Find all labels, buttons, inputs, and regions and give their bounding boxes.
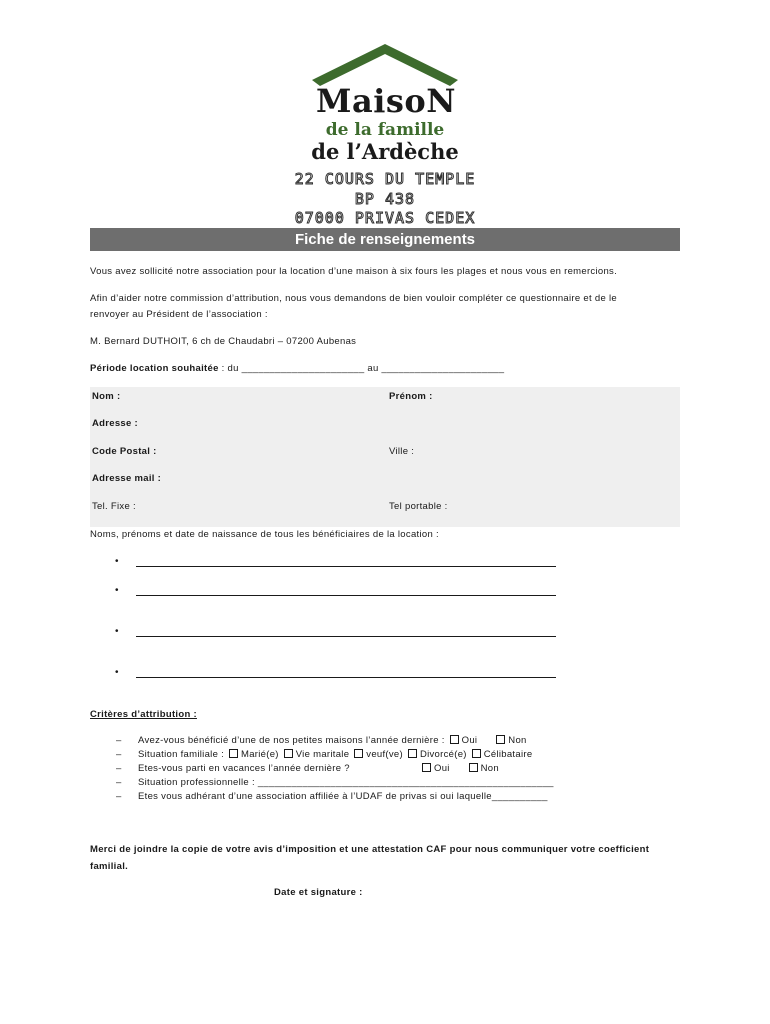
q2-celibataire-label: Célibataire (483, 749, 533, 760)
closing-line-2: familial. (90, 861, 129, 872)
checkbox-icon[interactable] (496, 735, 505, 744)
beneficiaires-label: Noms, prénoms et date de naissance de tous les bénéficiaires de la location : (90, 529, 439, 540)
logo-subtitle-1: de la famille (325, 120, 445, 140)
contact-info-section (90, 387, 680, 527)
checkbox-icon[interactable] (354, 749, 363, 758)
q3-oui-option[interactable] (420, 763, 450, 774)
checkbox-icon[interactable] (422, 763, 431, 772)
q3-non-option[interactable] (467, 763, 499, 774)
question-deja-beneficie (138, 735, 527, 746)
ville-field[interactable]: Ville : (389, 446, 415, 457)
adresse-field[interactable]: Adresse : (92, 418, 138, 429)
logo-address-line-3: 07000 PRIVAS CEDEX (294, 209, 476, 227)
checkbox-icon[interactable] (469, 763, 478, 772)
prenom-field[interactable]: Prénom : (389, 391, 433, 402)
q3-oui-label: Oui (434, 763, 450, 774)
q2-vie-maritale-label: Vie maritale (295, 749, 350, 760)
intro-paragraph-2-line-2: renvoyer au Président de l’association : (90, 309, 268, 320)
question-situation-familiale-text: Situation familiale : (138, 749, 225, 760)
house-roof-icon (312, 44, 458, 86)
association-udaf-field[interactable]: Etes vous adhérant d’une association affiliée à l’UDAF de privas si oui laquelle__________ (138, 791, 548, 802)
checkbox-icon[interactable] (408, 749, 417, 758)
tel-portable-field[interactable]: Tel portable : (389, 501, 448, 512)
periode-dates: : du ______________________ au ______________________ (218, 363, 505, 374)
dash-icon: – (116, 749, 122, 760)
checkbox-icon[interactable] (472, 749, 481, 758)
form-title-banner: Fiche de renseignements (90, 228, 680, 251)
bullet-icon: • (115, 556, 119, 567)
dash-icon: – (116, 777, 122, 788)
periode-field[interactable] (90, 363, 504, 374)
q1-oui-option[interactable] (448, 735, 478, 746)
q2-celibataire-option[interactable] (470, 749, 533, 760)
intro-paragraph-1: Vous avez sollicité notre association pour la location d’une maison à six fours les plages et nous vous en remercions. (90, 266, 618, 277)
q2-marie-label: Marié(e) (241, 749, 279, 760)
bullet-icon: • (115, 626, 119, 637)
adresse-mail-field[interactable]: Adresse mail : (92, 473, 162, 484)
beneficiaire-line-3[interactable] (136, 636, 556, 637)
q2-vie-maritale-option[interactable] (282, 749, 350, 760)
nom-field[interactable]: Nom : (92, 391, 121, 402)
signature-field[interactable]: Date et signature : (274, 887, 363, 898)
q3-non-label: Non (480, 763, 499, 774)
president-address: M. Bernard DUTHOIT, 6 ch de Chaudabri – 07200 Aubenas (90, 336, 357, 347)
beneficiaire-line-2[interactable] (136, 595, 556, 596)
code-postal-field[interactable]: Code Postal : (92, 446, 157, 457)
q2-veuf-option[interactable] (352, 749, 403, 760)
question-deja-beneficie-text: Avez-vous bénéficié d’une de nos petites maisons l’année dernière : (138, 735, 445, 746)
dash-icon: – (116, 763, 122, 774)
checkbox-icon[interactable] (284, 749, 293, 758)
q2-divorce-label: Divorcé(e) (419, 749, 467, 760)
intro-paragraph-2-line-1: Afin d’aider notre commission d’attribution, nous vous demandons de bien vouloir compléter ce questionnaire et de le (90, 293, 617, 304)
tel-fixe-field[interactable]: Tel. Fixe : (92, 501, 136, 512)
question-vacances-text: Etes-vous parti en vacances l’année dernière ? (138, 763, 350, 774)
bullet-icon: • (115, 667, 119, 678)
q2-divorce-option[interactable] (406, 749, 467, 760)
q2-veuf-label: veuf(ve) (366, 749, 403, 760)
question-situation-familiale (138, 749, 532, 760)
situation-professionnelle-field[interactable]: Situation professionnelle : _____________________________________________________ (138, 777, 554, 788)
logo-address-line-1: 22 COURS DU TEMPLE (294, 170, 476, 188)
dash-icon: – (116, 791, 122, 802)
checkbox-icon[interactable] (450, 735, 459, 744)
beneficiaire-line-1[interactable] (136, 566, 556, 567)
bullet-icon: • (115, 585, 119, 596)
q2-marie-option[interactable] (227, 749, 279, 760)
logo-address-line-2: BP 438 (354, 190, 416, 208)
closing-line-1: Merci de joindre la copie de votre avis d’imposition et une attestation CAF pour nous communiquer votre coefficient (90, 844, 650, 855)
beneficiaire-line-4[interactable] (136, 677, 556, 678)
periode-label: Période location souhaitée (90, 363, 219, 374)
q1-non-option[interactable] (494, 735, 526, 746)
dash-icon: – (116, 735, 122, 746)
logo-subtitle-2: de l’Ardèche (311, 139, 459, 164)
checkbox-icon[interactable] (229, 749, 238, 758)
q1-non-label: Non (508, 735, 527, 746)
criteres-title: Critères d’attribution : (90, 709, 197, 720)
q1-oui-label: Oui (461, 735, 478, 746)
q3-options (420, 763, 499, 774)
logo-title: MaisoN (316, 82, 456, 120)
